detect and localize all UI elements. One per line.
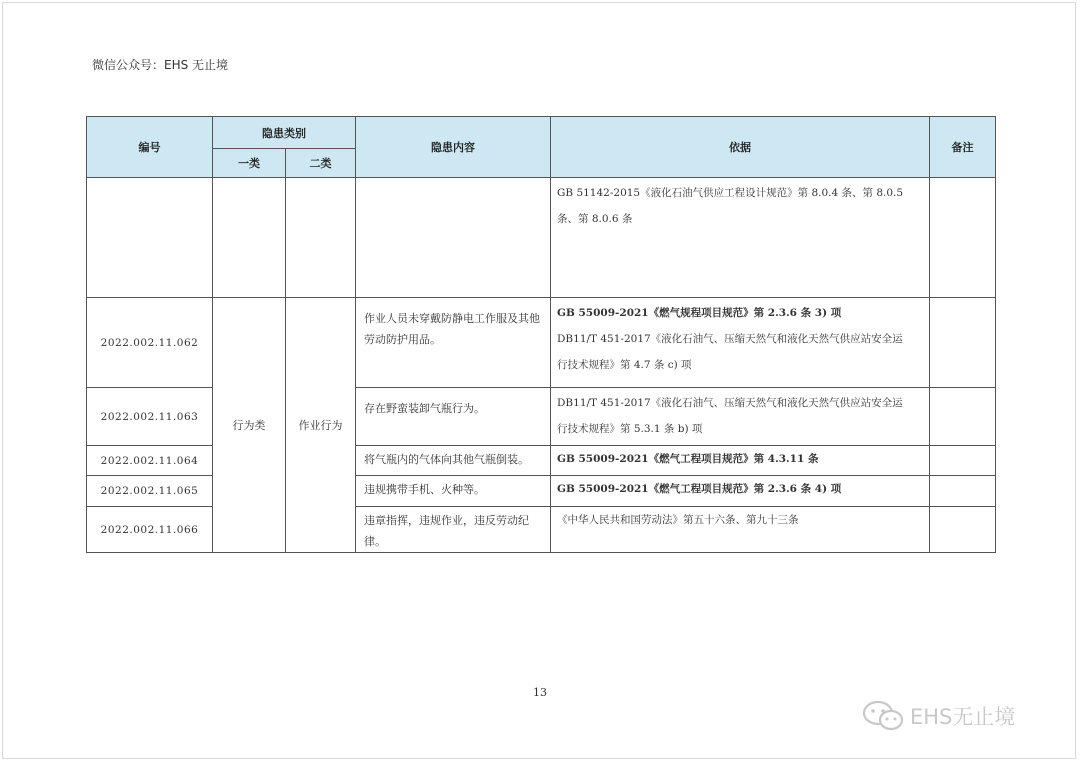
remark-cell	[930, 446, 996, 476]
basis-line: GB 55009-2021《燃气规程项目规范》第 2.3.6 条 3) 项	[557, 307, 842, 319]
basis-cell	[551, 388, 930, 446]
content-text: 违章指挥，违规作业，违反劳动纪律。	[364, 514, 529, 548]
header-category: 隐患类别	[213, 117, 356, 149]
number-cell: 2022.002.11.066	[87, 507, 213, 553]
content-cell	[356, 507, 551, 553]
category-2-cell: 作业行为	[286, 298, 356, 553]
content-cell	[356, 446, 551, 476]
content-text: 作业人员未穿戴防静电工作服及其他劳动防护用品。	[364, 312, 540, 346]
remark-cell	[930, 476, 996, 507]
basis-line: GB 55009-2021《燃气工程项目规范》第 2.3.6 条 4) 项	[557, 483, 842, 495]
basis-line: GB 55009-2021《燃气工程项目规范》第 4.3.11 条	[557, 453, 819, 465]
watermark	[862, 700, 1015, 732]
header-content: 隐患内容	[356, 117, 551, 178]
content-cell	[356, 178, 551, 298]
header-category-2: 二类	[286, 149, 356, 178]
basis-cell	[551, 298, 930, 388]
basis-line: 条、第 8.0.6 条	[557, 213, 633, 225]
number-cell: 2022.002.11.063	[87, 388, 213, 446]
category-1-cell	[213, 178, 286, 298]
basis-cell	[551, 476, 930, 507]
remark-cell	[930, 178, 996, 298]
basis-line: DB11/T 451-2017《液化石油气、压缩天然气和液化天然气供应站安全运	[557, 333, 903, 345]
table-row	[87, 298, 996, 388]
basis-line: 行技术规程》第 4.7 条 c) 项	[557, 359, 692, 371]
basis-cell	[551, 446, 930, 476]
table-row	[87, 178, 996, 298]
basis-line: DB11/T 451-2017《液化石油气、压缩天然气和液化天然气供应站安全运	[557, 397, 903, 409]
header-category-1: 一类	[213, 149, 286, 178]
content-cell	[356, 388, 551, 446]
remark-cell	[930, 298, 996, 388]
basis-line: 《中华人民共和国劳动法》第五十六条、第九十三条	[557, 514, 799, 526]
basis-line: 行技术规程》第 5.3.1 条 b) 项	[557, 423, 703, 435]
content-cell	[356, 298, 551, 388]
header-note: 微信公众号：EHS 无止境	[92, 58, 229, 72]
content-text: 违规携带手机、火种等。	[364, 483, 485, 496]
category-2-cell	[286, 178, 356, 298]
content-cell	[356, 476, 551, 507]
watermark-text: EHS无止境	[910, 705, 1016, 729]
wechat-icon	[862, 700, 906, 732]
number-cell: 2022.002.11.065	[87, 476, 213, 507]
category-1-cell: 行为类	[213, 298, 286, 553]
basis-cell	[551, 507, 930, 553]
number-cell	[87, 178, 213, 298]
basis-cell	[551, 178, 930, 298]
remark-cell	[930, 388, 996, 446]
header-remark: 备注	[930, 117, 996, 178]
number-cell: 2022.002.11.062	[87, 298, 213, 388]
content-text: 将气瓶内的气体向其他气瓶倒装。	[364, 453, 529, 466]
header-number: 编号	[87, 117, 213, 178]
hazard-table	[86, 116, 996, 553]
page-number: 13	[533, 686, 547, 699]
remark-cell	[930, 507, 996, 553]
content-text: 存在野蛮装卸气瓶行为。	[364, 402, 485, 415]
header-basis: 依据	[551, 117, 930, 178]
number-cell: 2022.002.11.064	[87, 446, 213, 476]
basis-line: GB 51142-2015《液化石油气供应工程设计规范》第 8.0.4 条、第 8.0.5	[557, 187, 904, 199]
